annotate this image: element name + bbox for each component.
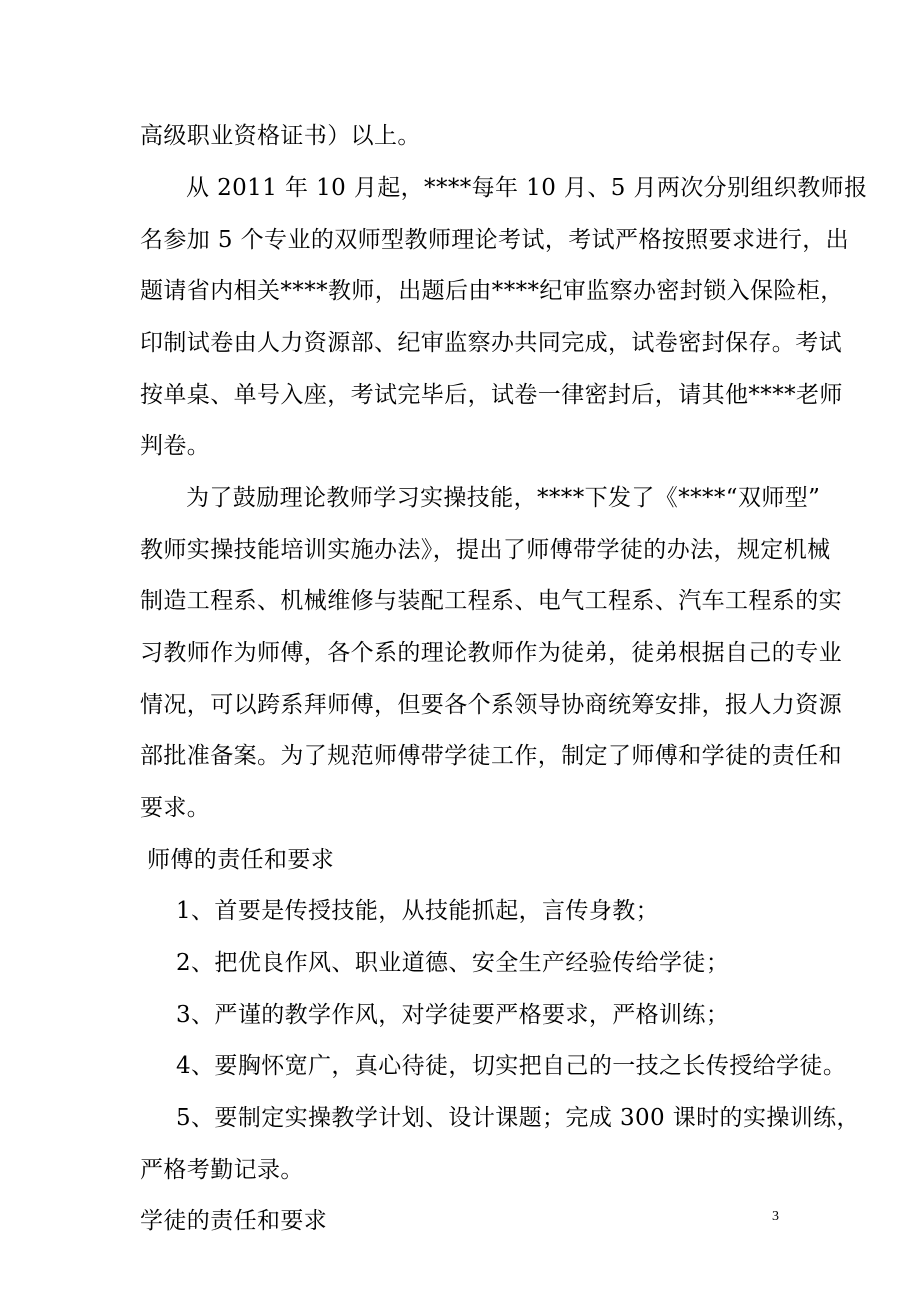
- list-item: 5、要制定实操教学计划、设计课题；完成 300 课时的实操训练，: [176, 1105, 860, 1131]
- page-number: 3: [772, 1209, 779, 1224]
- section-heading-apprentice: 学徒的责任和要求: [140, 1208, 328, 1234]
- text-line: 判卷。: [140, 433, 211, 459]
- text-line: 要求。: [140, 795, 211, 821]
- text-line: 习教师作为师傅，各个系的理论教师作为徒弟，徒弟根据自己的专业: [140, 640, 842, 666]
- text-line: 印制试卷由人力资源部、纪审监察办共同完成，试卷密封保存。考试: [140, 330, 842, 356]
- list-item: 2、把优良作风、职业道德、安全生产经验传给学徒；: [176, 950, 730, 976]
- text-line: 严格考勤记录。: [140, 1157, 304, 1183]
- text-line: 题请省内相关****教师，出题后由****纪审监察办密封锁入保险柜，: [140, 278, 844, 304]
- list-item: 1、首要是传授技能，从技能抓起，言传身教；: [176, 898, 660, 924]
- text-line: 制造工程系、机械维修与装配工程系、电气工程系、汽车工程系的实: [140, 588, 842, 614]
- list-item: 4、要胸怀宽广，真心待徒，切实把自己的一技之长传授给学徒。: [176, 1053, 847, 1079]
- paragraph-start: 从 2011 年 10 月起，****每年 10 月、5 月两次分别组织教师报: [186, 175, 868, 201]
- section-heading-master: 师傅的责任和要求: [147, 847, 335, 873]
- text-line: 部批准备案。为了规范师傅带学徒工作，制定了师傅和学徒的责任和: [140, 743, 842, 769]
- text-line: 高级职业资格证书）以上。: [140, 123, 421, 149]
- text-line: 情况，可以跨系拜师傅，但要各个系领导协商统筹安排，报人力资源: [140, 692, 842, 718]
- list-item: 3、严谨的教学作风，对学徒要严格要求，严格训练；: [176, 1002, 730, 1028]
- paragraph-start: 为了鼓励理论教师学习实操技能，****下发了《****“双师型”: [186, 485, 821, 511]
- text-line: 教师实操技能培训实施办法》，提出了师傅带学徒的办法，规定机械: [140, 537, 831, 563]
- text-line: 按单桌、单号入座，考试完毕后，试卷一律密封后，请其他****老师: [140, 382, 843, 408]
- text-line: 名参加 5 个专业的双师型教师理论考试，考试严格按照要求进行，出: [140, 227, 850, 253]
